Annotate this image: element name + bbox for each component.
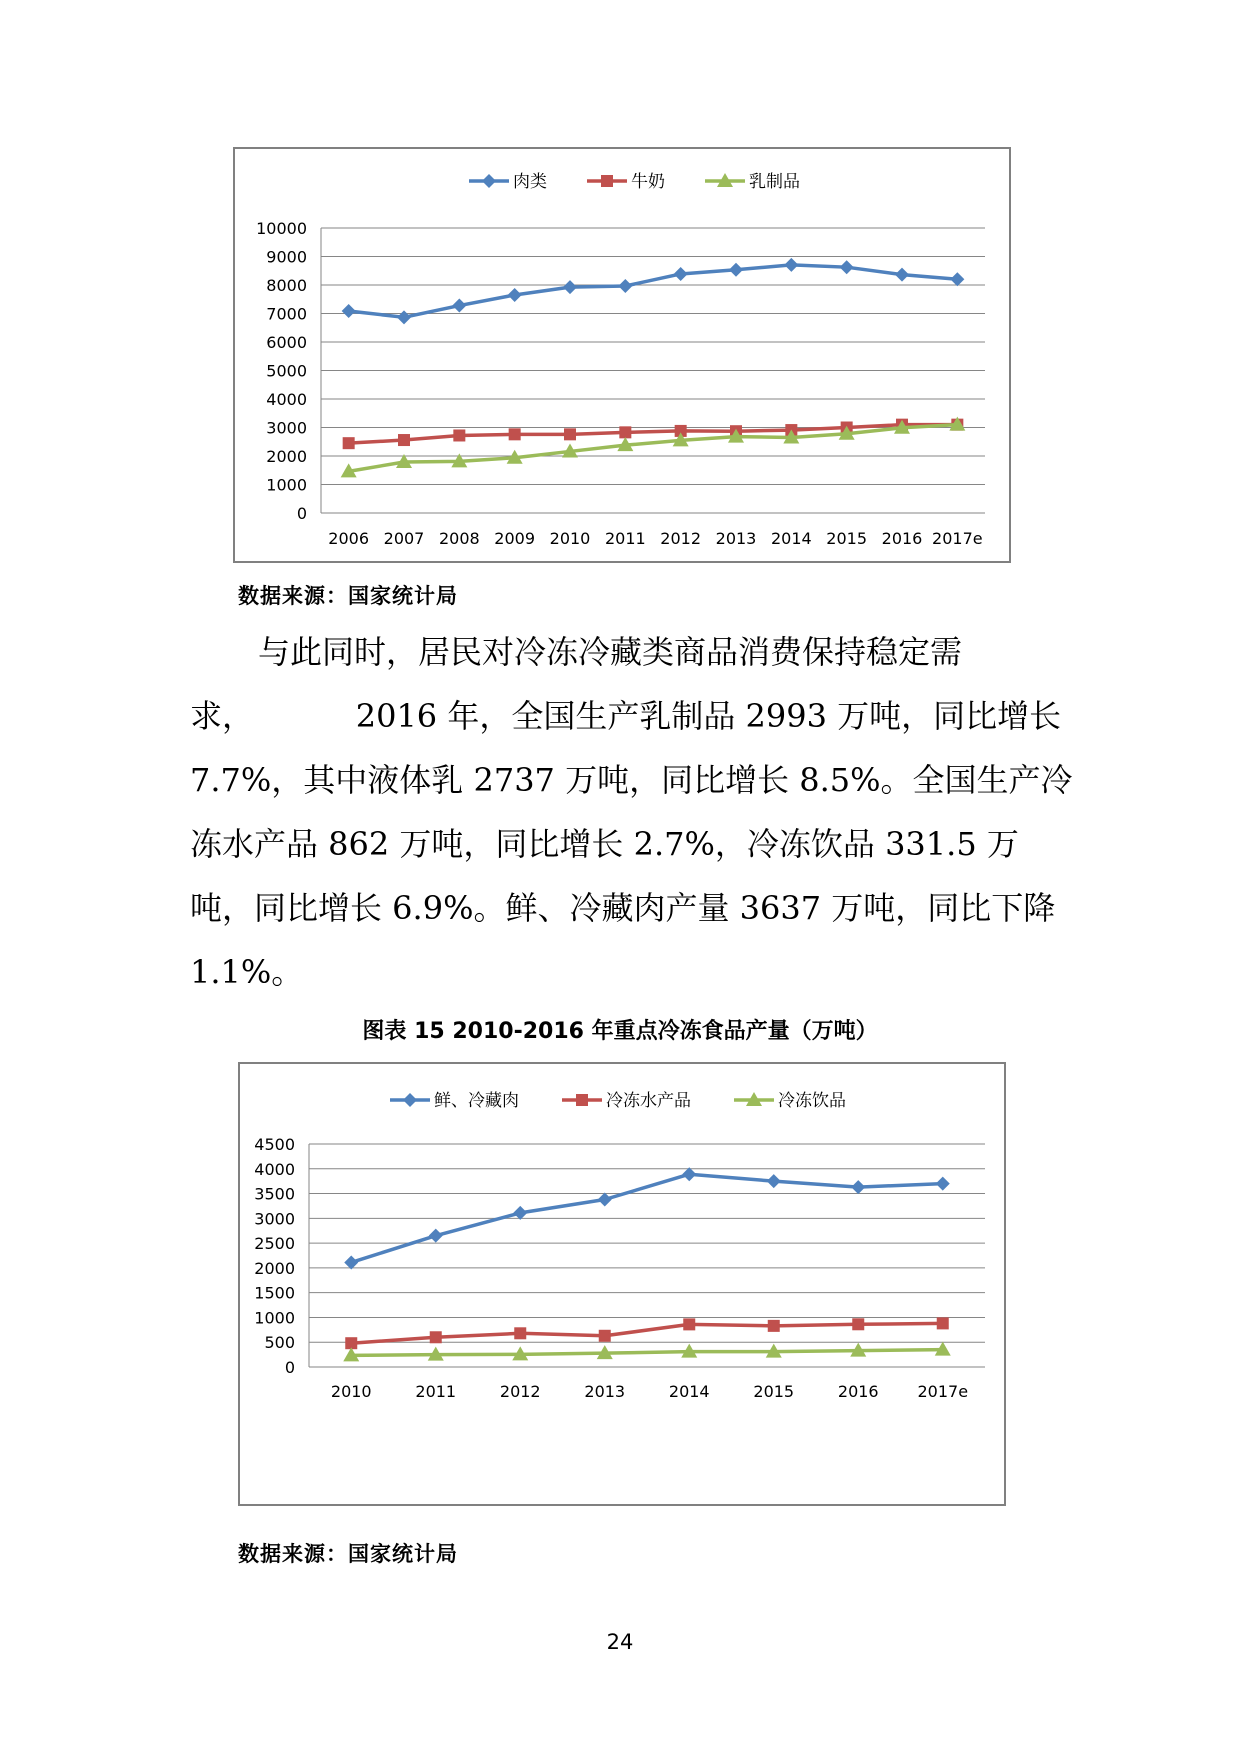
data-point — [937, 1317, 949, 1329]
series-triangle — [343, 1342, 951, 1362]
x-tick-label: 2008 — [438, 529, 480, 548]
data-point — [851, 1180, 865, 1194]
data-point — [784, 258, 798, 272]
legend-label: 鲜、冷藏肉 — [434, 1091, 519, 1111]
line-chart-1 — [235, 149, 1009, 561]
paragraph-line: 求， 2016 年，全国生产乳制品 2993 万吨，同比增长 — [190, 697, 1062, 735]
x-tick-label: 2012 — [660, 529, 702, 548]
y-tick-label: 10000 — [256, 219, 307, 238]
y-tick-label: 0 — [296, 504, 307, 523]
data-point — [344, 1255, 358, 1269]
legend-label: 乳制品 — [749, 172, 800, 192]
y-tick-label: 4000 — [266, 390, 307, 409]
x-tick-label: 2012 — [499, 1382, 541, 1401]
data-point — [397, 310, 411, 324]
y-tick-label: 7000 — [266, 304, 307, 324]
source-note: 数据来源：国家统计局 — [238, 584, 458, 608]
series-diamond — [342, 258, 965, 324]
x-tick-label: 2017e — [917, 1382, 969, 1401]
paragraph-line: 与此同时，居民对冷冻冷藏类商品消费保持稳定需 — [258, 633, 963, 671]
data-point — [429, 1229, 443, 1243]
paragraph-line: 1.1%。 — [190, 953, 304, 991]
x-tick-label: 2006 — [328, 529, 370, 548]
series-square — [343, 419, 964, 450]
data-point — [563, 280, 577, 294]
x-tick-label: 2007 — [383, 529, 425, 548]
y-tick-label: 3500 — [254, 1184, 295, 1204]
y-tick-label: 8000 — [266, 276, 307, 295]
y-tick-label: 9000 — [266, 247, 307, 267]
data-point — [895, 268, 909, 282]
data-point — [452, 299, 466, 313]
x-tick-label: 2011 — [604, 529, 646, 548]
paragraph-line: 7.7%，其中液体乳 2737 万吨，同比增长 8.5%。全国生产冷 — [190, 761, 1073, 799]
y-tick-label: 1500 — [254, 1283, 295, 1303]
y-tick-label: 2000 — [266, 447, 307, 466]
y-tick-label: 4500 — [254, 1135, 295, 1154]
legend — [390, 1091, 846, 1111]
legend-marker — [482, 174, 496, 188]
legend — [469, 172, 800, 192]
legend-label: 冷冻饮品 — [778, 1091, 846, 1111]
paragraph-line: 冻水产品 862 万吨，同比增长 2.7%，冷冻饮品 331.5 万 — [190, 825, 1019, 863]
data-point — [767, 1174, 781, 1188]
x-tick-label: 2010 — [330, 1382, 372, 1401]
data-point — [674, 267, 688, 281]
data-point — [453, 429, 465, 441]
y-tick-label: 3000 — [254, 1209, 295, 1229]
x-tick-label: 2015 — [753, 1382, 795, 1401]
y-tick-label: 3000 — [266, 418, 307, 438]
x-tick-label: 2011 — [415, 1382, 457, 1401]
data-point — [950, 272, 964, 286]
data-point — [729, 263, 743, 277]
x-tick-label: 2015 — [826, 529, 868, 548]
data-point — [840, 260, 854, 274]
x-tick-label: 2017e — [932, 529, 983, 548]
x-tick-label: 2014 — [770, 529, 812, 548]
data-point — [618, 279, 632, 293]
data-point — [430, 1331, 442, 1343]
data-point — [598, 1193, 612, 1207]
data-point — [683, 1318, 695, 1330]
y-tick-label: 0 — [284, 1358, 295, 1377]
data-point — [343, 437, 355, 449]
legend-label: 冷冻水产品 — [606, 1091, 691, 1111]
y-tick-label: 6000 — [266, 333, 307, 352]
legend-marker — [403, 1093, 417, 1107]
data-point — [513, 1206, 527, 1220]
y-tick-label: 1000 — [254, 1308, 295, 1328]
chart-frozen-foods — [238, 1062, 1006, 1506]
x-tick-label: 2010 — [549, 529, 591, 548]
page-number: 24 — [606, 1630, 634, 1654]
legend-label: 牛奶 — [631, 172, 665, 192]
x-tick-label: 2016 — [837, 1382, 879, 1401]
series-line — [349, 265, 958, 317]
data-point — [936, 1177, 950, 1191]
y-tick-label: 1000 — [266, 475, 307, 495]
data-point — [599, 1330, 611, 1342]
legend-marker — [601, 175, 613, 187]
y-tick-label: 4000 — [254, 1159, 295, 1179]
data-point — [682, 1167, 696, 1181]
paragraph-line: 吨，同比增长 6.9%。鲜、冷藏肉产量 3637 万吨，同比下降 — [190, 889, 1056, 927]
data-point — [768, 1320, 780, 1332]
y-tick-label: 5000 — [266, 361, 307, 381]
data-point — [514, 1327, 526, 1339]
legend-marker — [576, 1094, 588, 1106]
y-tick-label: 500 — [264, 1333, 295, 1353]
legend-label: 肉类 — [513, 172, 547, 192]
line-chart-2 — [240, 1064, 1004, 1504]
data-point — [508, 288, 522, 302]
x-tick-label: 2014 — [668, 1382, 710, 1401]
x-tick-label: 2013 — [584, 1382, 626, 1401]
data-point — [398, 434, 410, 446]
data-point — [509, 428, 521, 440]
data-point — [564, 428, 576, 440]
data-point — [619, 426, 631, 438]
y-tick-label: 2500 — [254, 1234, 295, 1254]
y-tick-label: 2000 — [254, 1258, 295, 1278]
chart-meat-milk-dairy — [233, 147, 1011, 563]
x-tick-label: 2013 — [715, 529, 757, 548]
figure-title: 图表 15 2010-2016 年重点冷冻食品产量（万吨） — [362, 1019, 878, 1044]
x-tick-label: 2009 — [494, 529, 536, 548]
source-note: 数据来源：国家统计局 — [238, 1542, 458, 1566]
data-point — [852, 1318, 864, 1330]
x-tick-label: 2016 — [881, 529, 923, 548]
data-point — [342, 304, 356, 318]
